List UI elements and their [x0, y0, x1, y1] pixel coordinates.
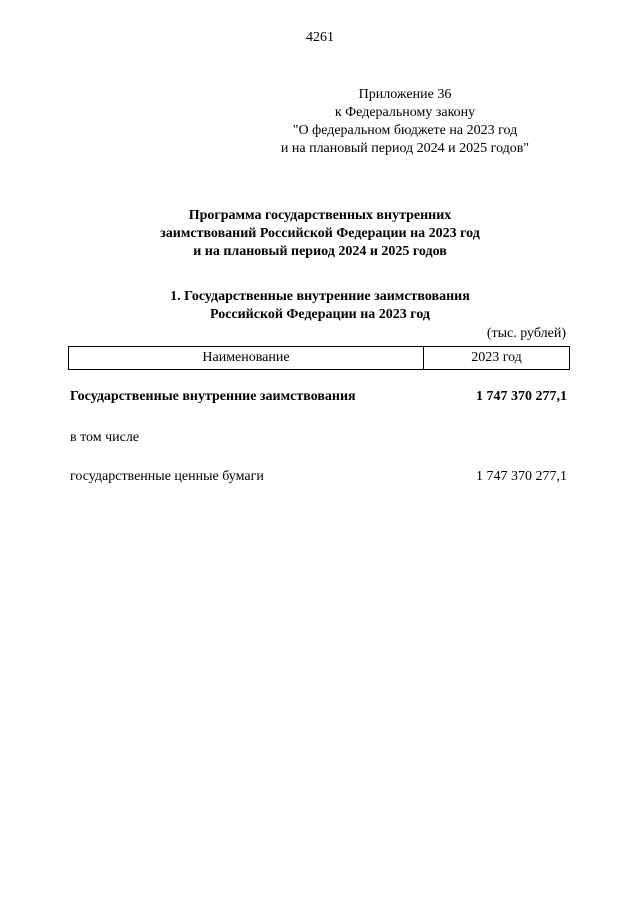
program-title-line-2: заимствований Российской Федерации на 2023 год — [160, 226, 480, 241]
annex-header — [250, 86, 560, 158]
annex-line-4: и на плановый период 2024 и 2025 годов" — [280, 141, 530, 156]
table-header — [68, 346, 570, 370]
section-title-line-1: 1. Государственные внутренние заимствования — [170, 289, 470, 304]
annex-line-1: Приложение 36 — [358, 87, 452, 102]
program-title-line-1: Программа государственных внутренних — [188, 208, 452, 223]
section-title-line-2: Российской Федерации на 2023 год — [209, 307, 430, 322]
program-title-line-3: и на плановый период 2024 и 2025 годов — [193, 244, 447, 259]
program-title — [0, 207, 640, 261]
annex-line-3: "О федеральном бюджете на 2023 год — [292, 123, 518, 138]
table-row — [70, 389, 567, 405]
table-row — [70, 430, 567, 446]
column-header-year: 2023 год — [424, 347, 570, 370]
row-name: Государственные внутренние заимствования — [70, 389, 356, 404]
units-label: (тыс. рублей) — [486, 326, 566, 341]
row-value: 1 747 370 277,1 — [476, 469, 567, 484]
row-value: 1 747 370 277,1 — [476, 389, 567, 404]
annex-line-2: к Федеральному закону — [334, 105, 476, 120]
page-number: 4261 — [306, 30, 334, 45]
table-row — [70, 469, 567, 485]
row-name: государственные ценные бумаги — [70, 469, 264, 484]
column-header-name: Наименование — [69, 347, 424, 370]
section-title — [0, 288, 640, 324]
row-name: в том числе — [70, 430, 140, 445]
